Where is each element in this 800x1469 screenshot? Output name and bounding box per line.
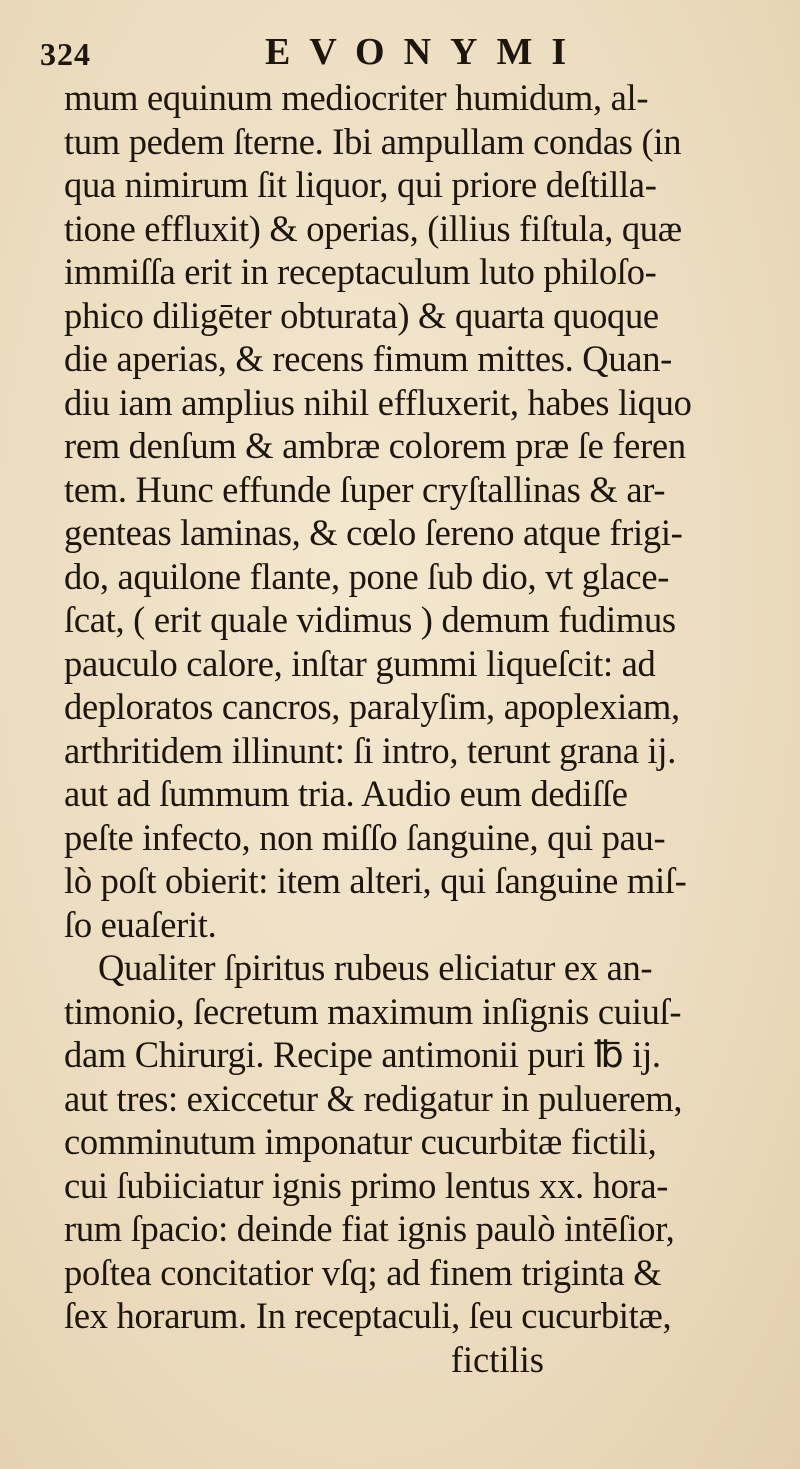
text-line: comminutum imponatur cucurbitæ fictili, [64, 1121, 657, 1162]
running-head [40, 30, 740, 80]
text-line: ſex horarum. In receptaculi, ſeu cucurbitæ, [64, 1295, 672, 1336]
text-line: deploratos cancros, paralyſim, apoplexiam, [64, 686, 680, 727]
text-line: Qualiter ſpiritus rubeus eliciatur ex an- [98, 947, 653, 988]
text-line: genteas laminas, & cœlo ſereno atque frigi- [64, 512, 683, 553]
text-line: dam Chirurgi. Recipe antimonii puri ℔ ij. [64, 1034, 661, 1075]
text-line: qua nimirum ſit liquor, qui priore deſtilla- [64, 164, 657, 205]
text-line: rum ſpacio: deinde fiat ignis paulò intēſior, [64, 1208, 675, 1249]
text-line: ſcat, ( erit quale vidimus ) demum fudimus [64, 599, 676, 640]
catchword: fictilis [450, 1338, 544, 1380]
body-text [64, 76, 784, 1381]
text-line: tem. Hunc effunde ſuper cryſtallinas & ar- [64, 468, 666, 510]
text-line: die aperias, & recens fimum mittes. Quan- [64, 338, 673, 379]
text-line: phico diligēter obturata) & quarta quoque [64, 294, 659, 336]
text-line: tione effluxit) & operias, (illius fiſtula, quæ [64, 207, 682, 249]
text-line: aut tres: exiccetur & redigatur in puluerem, [64, 1077, 683, 1119]
text-line: aut ad ſummum tria. Audio eum dediſſe [64, 773, 628, 814]
text-line: diu iam amplius nihil effluxerit, habes liquo [64, 381, 692, 423]
text-line: ſo euaſerit. [64, 903, 217, 945]
text-line: timonio, ſecretum maximum inſignis cuiuſ- [64, 990, 682, 1032]
text-line: lò poſt obierit: item alteri, qui ſanguine miſ- [64, 860, 687, 901]
text-line: tum pedem ſterne. Ibi ampullam condas (in [64, 120, 682, 162]
text-line: arthritidem illinunt: ſi intro, terunt grana ij. [64, 729, 677, 771]
text-line: cui ſubiiciatur ignis primo lentus xx. hora- [64, 1164, 669, 1206]
text-line: pauculo calore, inſtar gummi liqueſcit: ad [64, 642, 656, 684]
text-line: rem denſum & ambræ colorem præ ſe feren [64, 425, 686, 466]
text-line: immiſſa erit in receptaculum luto philoſo- [64, 251, 657, 292]
text-line: mum equinum mediocriter humidum, al- [64, 77, 649, 118]
text-line: peſte infecto, non miſſo ſanguine, qui pau- [64, 816, 666, 858]
text-line: do, aquilone flante, pone ſub dio, vt glace- [64, 555, 670, 597]
page-number: 324 [40, 36, 91, 72]
text-line: poſtea concitatior vſq; ad finem triginta & [64, 1251, 662, 1293]
running-title: EVONYMI [265, 31, 586, 73]
